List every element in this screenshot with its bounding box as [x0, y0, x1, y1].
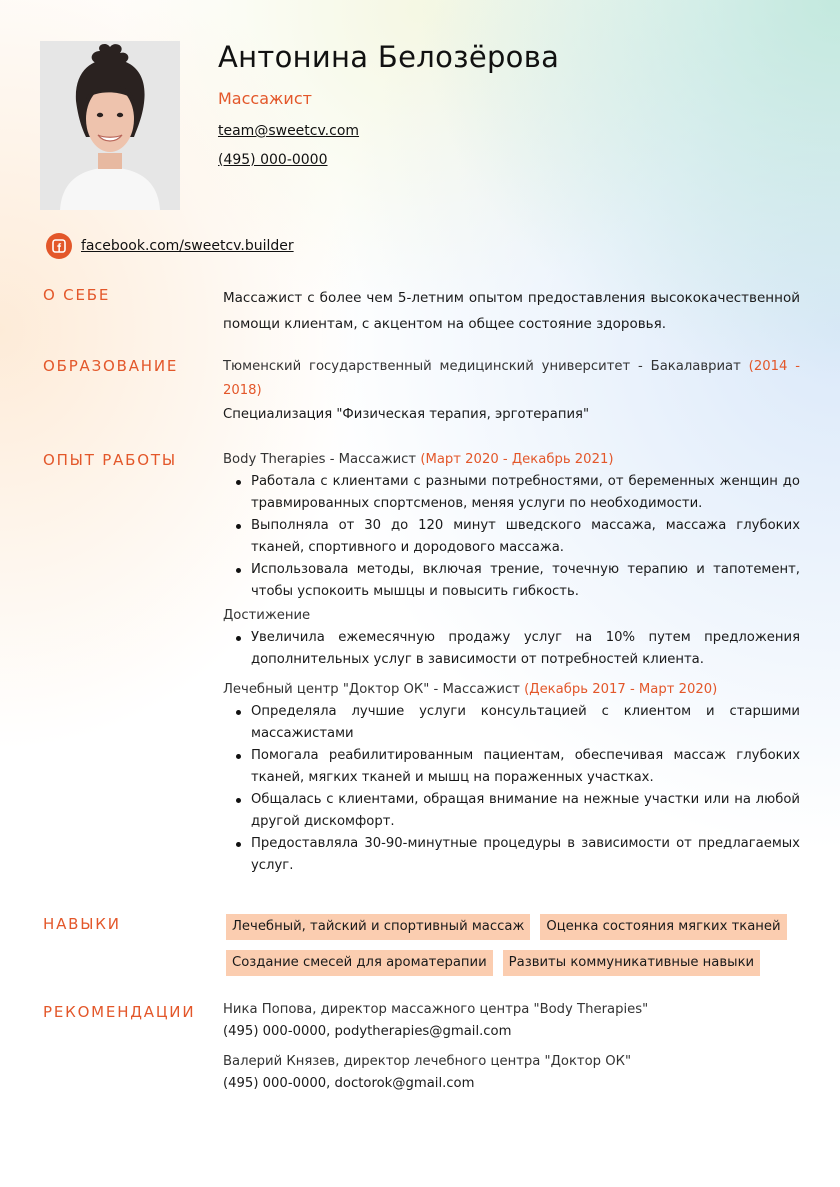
job-heading-1	[223, 449, 800, 471]
job-1-duties	[223, 471, 800, 603]
candidate-name: Антонина Белозёрова	[218, 40, 560, 74]
list-item: Предоставляла 30-90-минутные процедуры в зависимости от предлагаемых услуг.	[251, 833, 800, 877]
job-title-1: Body Therapies - Массажист	[223, 452, 417, 467]
job-title: Массажист	[218, 89, 312, 108]
section-title-education: ОБРАЗОВАНИЕ	[43, 357, 179, 375]
skills-tags	[226, 914, 806, 976]
list-item: Использовала методы, включая трение, точечную терапию и тапотемент, чтобы успокоить мышцы и повысить гибкость.	[251, 559, 800, 603]
job-dates-1: (Март 2020 - Декабрь 2021)	[420, 452, 614, 467]
job-2-duties	[223, 701, 800, 877]
education-specialization: Специализация "Физическая терапия, эрготерапия"	[223, 407, 590, 422]
list-item: Общалась с клиентами, обращая внимание на нежные участки или на любой другой дискомфорт.	[251, 789, 800, 833]
section-title-about: О СЕБЕ	[43, 286, 111, 304]
section-title-experience: ОПЫТ РАБОТЫ	[43, 451, 177, 469]
list-item: Помогала реабилитированным пациентам, обеспечивая массаж глубоких тканей, мягких тканей и мышц на пораженных участках.	[251, 745, 800, 789]
list-item: Увеличила ежемесячную продажу услуг на 10% путем предложения дополнительных услуг в зависимости от потребностей клиента.	[251, 627, 800, 671]
skill-tag: Создание смесей для ароматерапии	[226, 950, 493, 976]
skill-tag: Лечебный, тайский и спортивный массаж	[226, 914, 530, 940]
job-heading-2	[223, 679, 800, 701]
skill-tag: Развиты коммуникативные навыки	[503, 950, 760, 976]
about-text: Массажист с более чем 5-летним опытом предоставления высококачественной помощи клиентам, с акцентом на общее состояние здоровья.	[223, 290, 800, 332]
education-institution: Тюменский государственный медицинский университет - Бакалавриат	[223, 359, 741, 374]
education-dates: (2014 - 2018)	[223, 359, 800, 398]
job-dates-2: (Декабрь 2017 - Март 2020)	[524, 682, 718, 697]
reference-contact-2: (495) 000-0000, doctorok@gmail.com	[223, 1076, 475, 1091]
list-item: Работала с клиентами с разными потребностями, от беременных женщин до травмированных спортсменов, меняя услуги по необходимости.	[251, 471, 800, 515]
facebook-link[interactable]: facebook.com/sweetcv.builder	[81, 238, 294, 254]
references-block	[223, 999, 800, 1095]
list-item: Выполняла от 30 до 120 минут шведского массажа, массажа глубоких тканей, спортивного и дородового массажа.	[251, 515, 800, 559]
achievement-label: Достижение	[223, 608, 311, 623]
reference-contact-1: (495) 000-0000, podytherapies@gmail.com	[223, 1024, 512, 1039]
section-title-references: РЕКОМЕНДАЦИИ	[43, 1003, 196, 1021]
phone-link[interactable]: (495) 000-0000	[218, 152, 328, 168]
reference-name-2: Валерий Князев, директор лечебного центра "Доктор ОК"	[223, 1054, 632, 1069]
list-item: Определяла лучшие услуги консультацией с клиентом и старшими массажистами	[251, 701, 800, 745]
section-title-skills: НАВЫКИ	[43, 915, 121, 933]
email-link[interactable]: team@sweetcv.com	[218, 123, 360, 139]
experience-block	[223, 449, 800, 877]
job-1-achievements	[223, 627, 800, 671]
avatar	[40, 41, 180, 210]
skill-tag: Оценка состояния мягких тканей	[540, 914, 786, 940]
education-block	[223, 355, 800, 427]
education-institution-line	[223, 355, 800, 403]
facebook-row	[46, 232, 294, 260]
job-title-2: Лечебный центр "Доктор ОК" - Массажист	[223, 682, 520, 697]
profile-photo	[40, 41, 180, 210]
reference-name-1: Ника Попова, директор массажного центра "Body Therapies"	[223, 1002, 649, 1017]
facebook-icon	[46, 233, 72, 259]
